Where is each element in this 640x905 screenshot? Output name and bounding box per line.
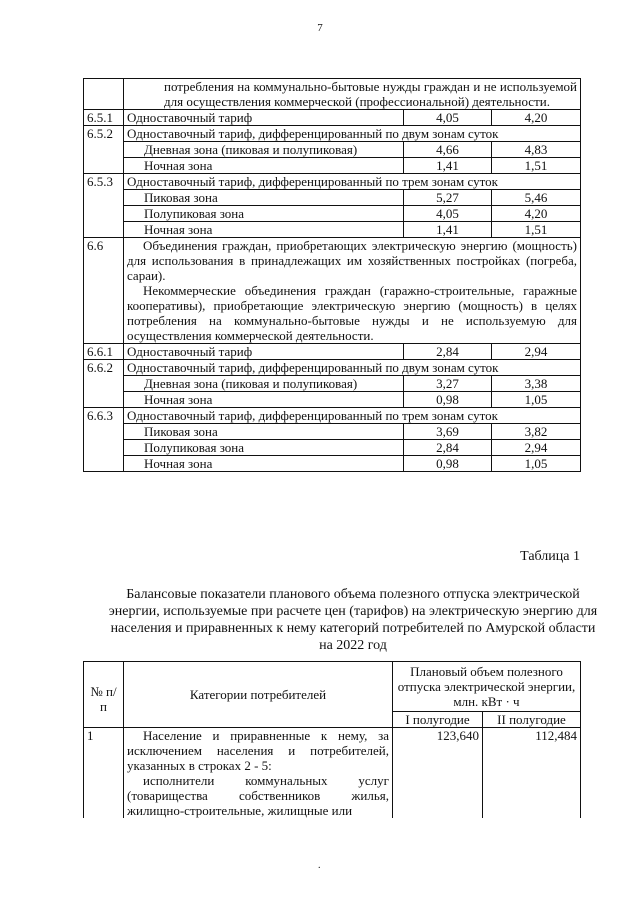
table-label: Таблица 1 [520,549,580,564]
cell-num: 1 [84,728,124,819]
cell-value-h2: 112,484 [483,728,581,819]
cell-value-2: 3,38 [492,376,581,392]
table-row [84,174,581,190]
cell-value-2: 2,94 [492,344,581,360]
cell-value-2: 1,05 [492,392,581,408]
cell-value-1: 5,27 [404,190,492,206]
table-row [84,408,581,424]
table-row [84,142,581,158]
cell-value-2: 4,20 [492,110,581,126]
table-row [84,110,581,126]
paragraph: Объединения граждан, приобретающих электрическую энергию (мощность) для использования в принадлежащих им хозяйственных постройках (погреба, сараи). [127,238,578,283]
table-row [84,344,581,360]
cell-num: 6.5.3 [84,174,124,238]
cell-category [124,728,393,819]
table-row [84,376,581,392]
cell-num: 6.6.2 [84,360,124,408]
cell-value-1: 3,69 [404,424,492,440]
table-row [84,440,581,456]
cell-num: 6.5.2 [84,126,124,174]
cell-value-1: 1,41 [404,158,492,174]
cell-value-1: 4,66 [404,142,492,158]
cell-description [124,238,581,344]
cell-label: Полупиковая зона [124,206,404,222]
cell-num [84,79,124,110]
table-header-row [84,662,581,712]
cell-num: 6.5.1 [84,110,124,126]
cell-value-2: 4,83 [492,142,581,158]
cell-label: Дневная зона (пиковая и полупиковая) [124,376,404,392]
row1-text1: Население и приравненные к нему, за исключением населения и потребителей, указанных в строках 2 - 5: [127,728,389,773]
cell-value-2: 4,20 [492,206,581,222]
table-row [84,424,581,440]
cell-label: Ночная зона [124,392,404,408]
paragraph: Некоммерческие объединения граждан (гаражно-строительные, гаражные кооперативы), приобретающие электрическую энергию (мощность) в целях потребления на коммунально-бытовые нужды и не используемую для осуществления коммерческой деятельности. [127,283,578,343]
row1-text2: исполнители коммунальных услуг (товарищества собственников жилья, жилищно-строительные, жилищные или [127,773,389,818]
table-row [84,392,581,408]
table-row [84,360,581,376]
table-row [84,456,581,472]
tariff-table-body [84,79,581,472]
tariff-table [83,78,581,472]
cell-label: Ночная зона [124,158,404,174]
footer-mark: . [318,860,321,871]
cell-value-1: 2,84 [404,440,492,456]
cell-value-1: 0,98 [404,392,492,408]
table-row [84,190,581,206]
table-row [84,728,581,819]
cell-num: 6.6.3 [84,408,124,472]
section-header: Одноставочный тариф, дифференцированный по трем зонам суток [124,174,581,190]
table-row [84,126,581,142]
cell-value-1: 0,98 [404,456,492,472]
cell-value-2: 1,05 [492,456,581,472]
table-row [84,238,581,344]
header-volume: Плановый объем полезного отпуска электрической энергии, млн. кВт · ч [393,662,581,712]
header-num: № п/п [84,662,124,728]
cell-label: Ночная зона [124,222,404,238]
cell-label: Пиковая зона [124,424,404,440]
balance-table [83,661,581,818]
header-half1: I полугодие [393,712,483,728]
cell-value-2: 1,51 [492,222,581,238]
cell-value-2: 1,51 [492,158,581,174]
cell-value-1: 2,84 [404,344,492,360]
section-header: Одноставочный тариф, дифференцированный по трем зонам суток [124,408,581,424]
table-row [84,79,581,110]
cell-value-2: 5,46 [492,190,581,206]
cell-value-2: 3,82 [492,424,581,440]
cell-num: 6.6.1 [84,344,124,360]
table-row [84,206,581,222]
cell-value-2: 2,94 [492,440,581,456]
table-row [84,158,581,174]
section-header: Одноставочный тариф, дифференцированный по двум зонам суток [124,360,581,376]
cell-label: Дневная зона (пиковая и полупиковая) [124,142,404,158]
cell-label: Полупиковая зона [124,440,404,456]
cell-label: Одноставочный тариф [124,344,404,360]
cell-value-h1: 123,640 [393,728,483,819]
cell-value-1: 4,05 [404,206,492,222]
cell-label: Пиковая зона [124,190,404,206]
header-category: Категории потребителей [124,662,393,728]
table-title: Балансовые показатели планового объема полезного отпуска электрической энергии, используемые при расчете цен (тарифов) на электрическую энергию для населения и приравненных к нему категорий потребителей по Амурской области на 2022 год [108,587,598,653]
cell-value-1: 1,41 [404,222,492,238]
intro-text: потребления на коммунально-бытовые нужды граждан и не используемой для осуществления коммерческой (профессиональной) деятельности. [124,79,581,110]
page-number: 7 [317,22,323,34]
cell-value-1: 3,27 [404,376,492,392]
section-header: Одноставочный тариф, дифференцированный по двум зонам суток [124,126,581,142]
table-row [84,222,581,238]
cell-label: Одноставочный тариф [124,110,404,126]
cell-num: 6.6 [84,238,124,344]
cell-label: Ночная зона [124,456,404,472]
header-half2: II полугодие [483,712,581,728]
cell-value-1: 4,05 [404,110,492,126]
